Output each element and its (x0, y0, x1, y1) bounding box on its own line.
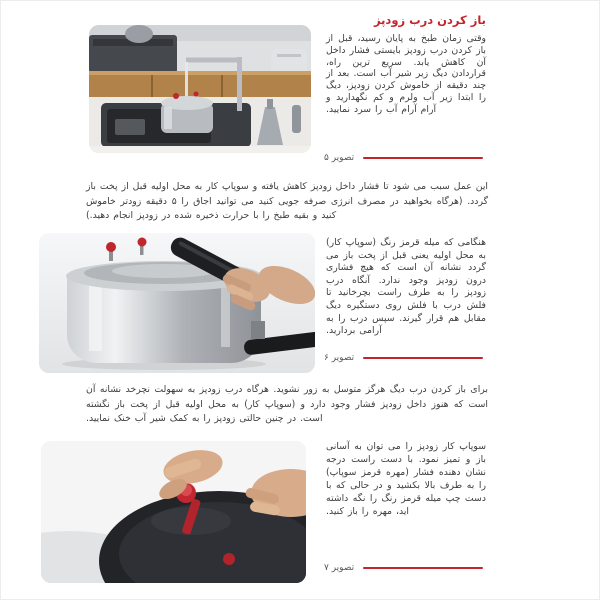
figure-caption-6 (324, 352, 483, 364)
photo-hand-turning-lid-handle (39, 233, 315, 373)
figure-caption-7-label: تصویر ۷ (324, 563, 355, 573)
caption-rule (363, 567, 483, 569)
valve-closeup-illustration (41, 441, 306, 583)
paragraph-1: وقتی زمان طبخ به پایان رسید، قبل از باز کردن درب زودپز بایستی فشار داخل آن کاهش یابد. سریع ترین راه، قراردادن دیگ زیر شیر آب است. بعد از چند دقیقه از خاموش کردن زودپز، دیگ را ابتدا زیر آب ولرم و کم نگهدارید و آرام آرام آب را سرد نمایید. (326, 33, 486, 115)
kitchen-scene-illustration (89, 25, 311, 153)
figure-caption-5 (324, 152, 483, 164)
pressure-cooker-illustration (39, 233, 315, 373)
page-title: باز کردن درب زودپز (373, 13, 486, 27)
photo-hands-unscrewing-valve (41, 441, 306, 583)
figure-caption-6-label: تصویر ۶ (324, 353, 355, 363)
paragraph-2: این عمل سبب می شود تا فشار داخل زودپز کاهش یافته و سوپاپ کار به محل اولیه قبل از پخت باز گردد. (هرگاه بخواهید در مصرف انرژی صرفه جویی کنید می توانید اجاق را ۵ دقیقه زودتر خاموش کنید و بقیه طبخ را با حرارت ذخیره شده در زودپز انجام دهید.) (86, 181, 488, 222)
paragraph-5: سوپاپ کار زودپز را می توان به آسانی باز و تمیز نمود. با دست راست درجه نشان دهنده فشار (مهره قرمز سوپاپ) را به طرف بالا بکشید و در حالی که با دست چپ میله قرمز رنگ را نگه داشته اید، مهره را باز کنید. (326, 441, 486, 517)
photo-cooker-under-tap (89, 25, 311, 153)
caption-rule (363, 157, 483, 159)
figure-caption-5-label: تصویر ۵ (324, 153, 355, 163)
paragraph-4: برای باز کردن درب دیگ هرگز متوسل به زور نشوید. هرگاه درب زودپز به سهولت نچرخد نشانه آن است که هنوز داخل زودپز فشار وجود دارد و (سوپاپ کار) به محل اولیه قبل از پخت باز نگشته است. در چنین حالتی زودپز را به کمک شیر آب خنک نمایید. (86, 384, 488, 425)
figure-caption-7 (324, 562, 483, 574)
caption-rule (363, 357, 483, 359)
paragraph-3: هنگامی که میله قرمز رنگ (سوپاپ کار) به محل اولیه یعنی قبل از پخت باز می گردد نشانه آن است که هیچ فشاری درون زودپز وجود ندارد. آنگاه درب زودپز را به طرف راست بچرخانید تا فلش درب با فلش روی دستگیره دیگ مقابل هم قرار گیرند. سپس درب را به آرامی بردارید. (326, 237, 486, 337)
